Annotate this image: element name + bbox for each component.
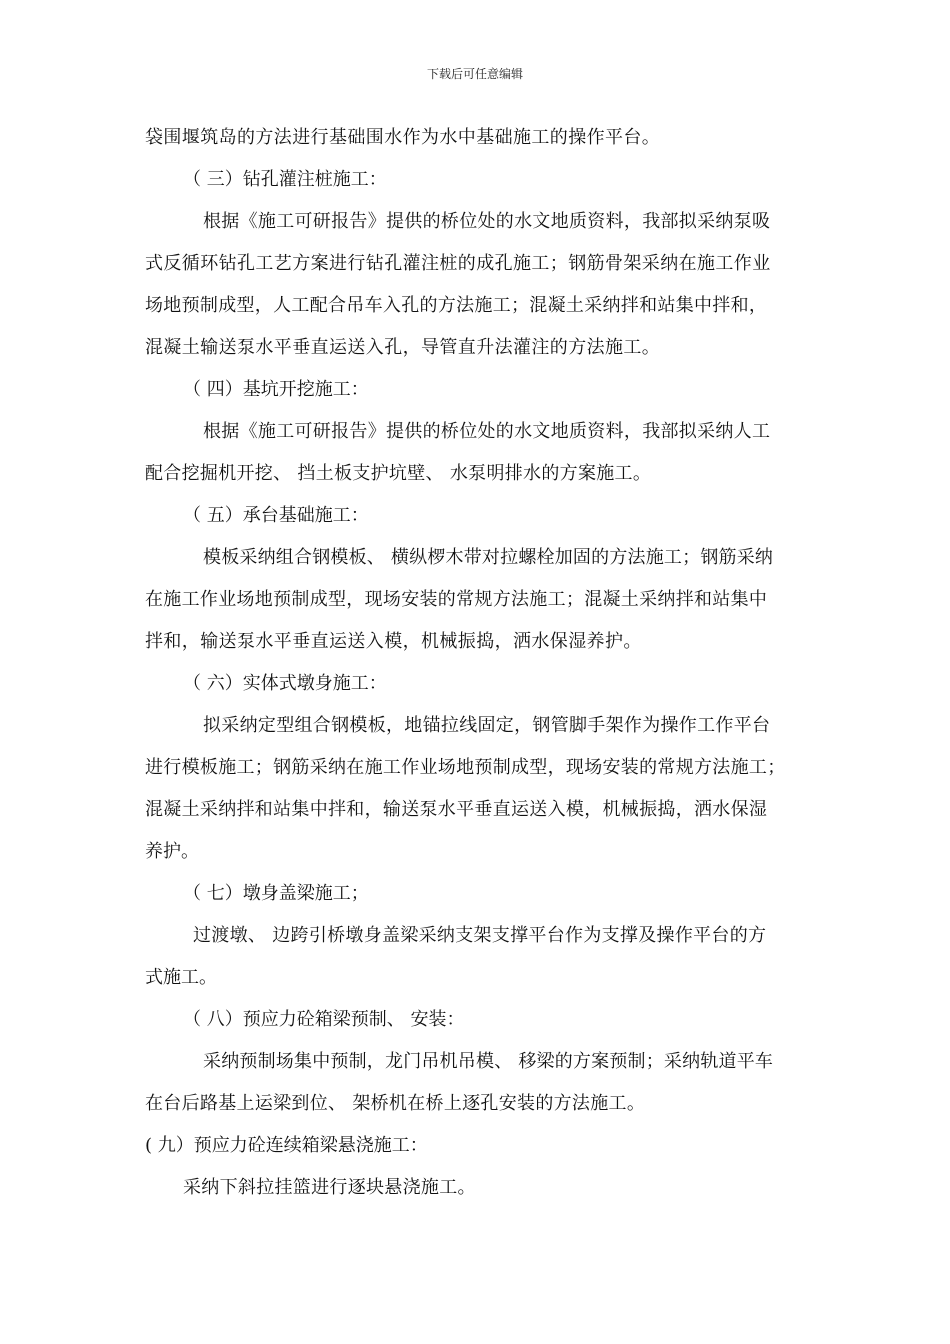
text-line: 在台后路基上运梁到位、 架桥机在桥上逐孔安装的方法施工。 (145, 1093, 646, 1114)
section-heading-7: （ 七）墩身盖梁施工； (183, 883, 369, 904)
text-line: 养护。 (145, 841, 199, 862)
section-heading-3: （ 三）钻孔灌注桩施工： (183, 169, 387, 190)
text-line: 根据《施工可研报告》提供的桥位处的水文地质资料，我部拟采纳泵吸 (203, 211, 771, 232)
section-heading-4: （ 四）基坑开挖施工： (183, 379, 369, 400)
text-line: 模板采纳组合钢模板、 横纵椤木带对拉螺栓加固的方法施工；钢筋采纳 (203, 547, 774, 568)
text-line: 混凝土输送泵水平垂直运送入孔，导管直升法灌注的方法施工。 (145, 337, 661, 358)
section-heading-5: （ 五）承台基础施工： (183, 505, 369, 526)
text-line: 过渡墩、 边跨引桥墩身盖梁采纳支架支撑平台作为支撑及操作平台的方 (193, 925, 767, 946)
text-line: 在施工作业场地预制成型，现场安装的常规方法施工；混凝土采纳拌和站集中 (145, 589, 768, 610)
page-header-note: 下载后可任意编辑 (426, 67, 523, 81)
text-line: 式施工。 (145, 967, 217, 988)
text-line: 进行模板施工；钢筋采纳在施工作业场地预制成型，现场安装的常规方法施工； (145, 757, 786, 778)
section-heading-8: （ 八）预应力砼箱梁预制、 安装： (183, 1009, 465, 1030)
section-heading-6: （ 六）实体式墩身施工： (183, 673, 387, 694)
text-line: 场地预制成型，人工配合吊车入孔的方法施工；混凝土采纳拌和站集中拌和， (145, 295, 768, 316)
text-line: 根据《施工可研报告》提供的桥位处的水文地质资料，我部拟采纳人工 (203, 421, 771, 442)
section-heading-9: ( 九）预应力砼连续箱梁悬浇施工： (145, 1135, 428, 1156)
text-line: 采纳预制场集中预制，龙门吊机吊模、 移梁的方案预制；采纳轨道平车 (203, 1051, 774, 1072)
text-line: 拟采纳定型组合钢模板，地锚拉线固定，钢管脚手架作为操作工作平台 (203, 715, 771, 736)
text-line: 式反循环钻孔工艺方案进行钻孔灌注桩的成孔施工；钢筋骨架采纳在施工作业 (145, 253, 771, 274)
text-line: 袋围堰筑岛的方法进行基础围水作为水中基础施工的操作平台。 (145, 127, 661, 148)
text-line: 混凝土采纳拌和站集中拌和，输送泵水平垂直运送入模，机械振捣，洒水保湿 (145, 799, 768, 820)
text-line: 配合挖掘机开挖、 挡土板支护坑壁、 水泵明排水的方案施工。 (145, 463, 652, 484)
text-line: 采纳下斜拉挂篮进行逐块悬浇施工。 (183, 1177, 476, 1198)
text-line: 拌和，输送泵水平垂直运送入模，机械振捣，洒水保湿养护。 (145, 631, 642, 652)
